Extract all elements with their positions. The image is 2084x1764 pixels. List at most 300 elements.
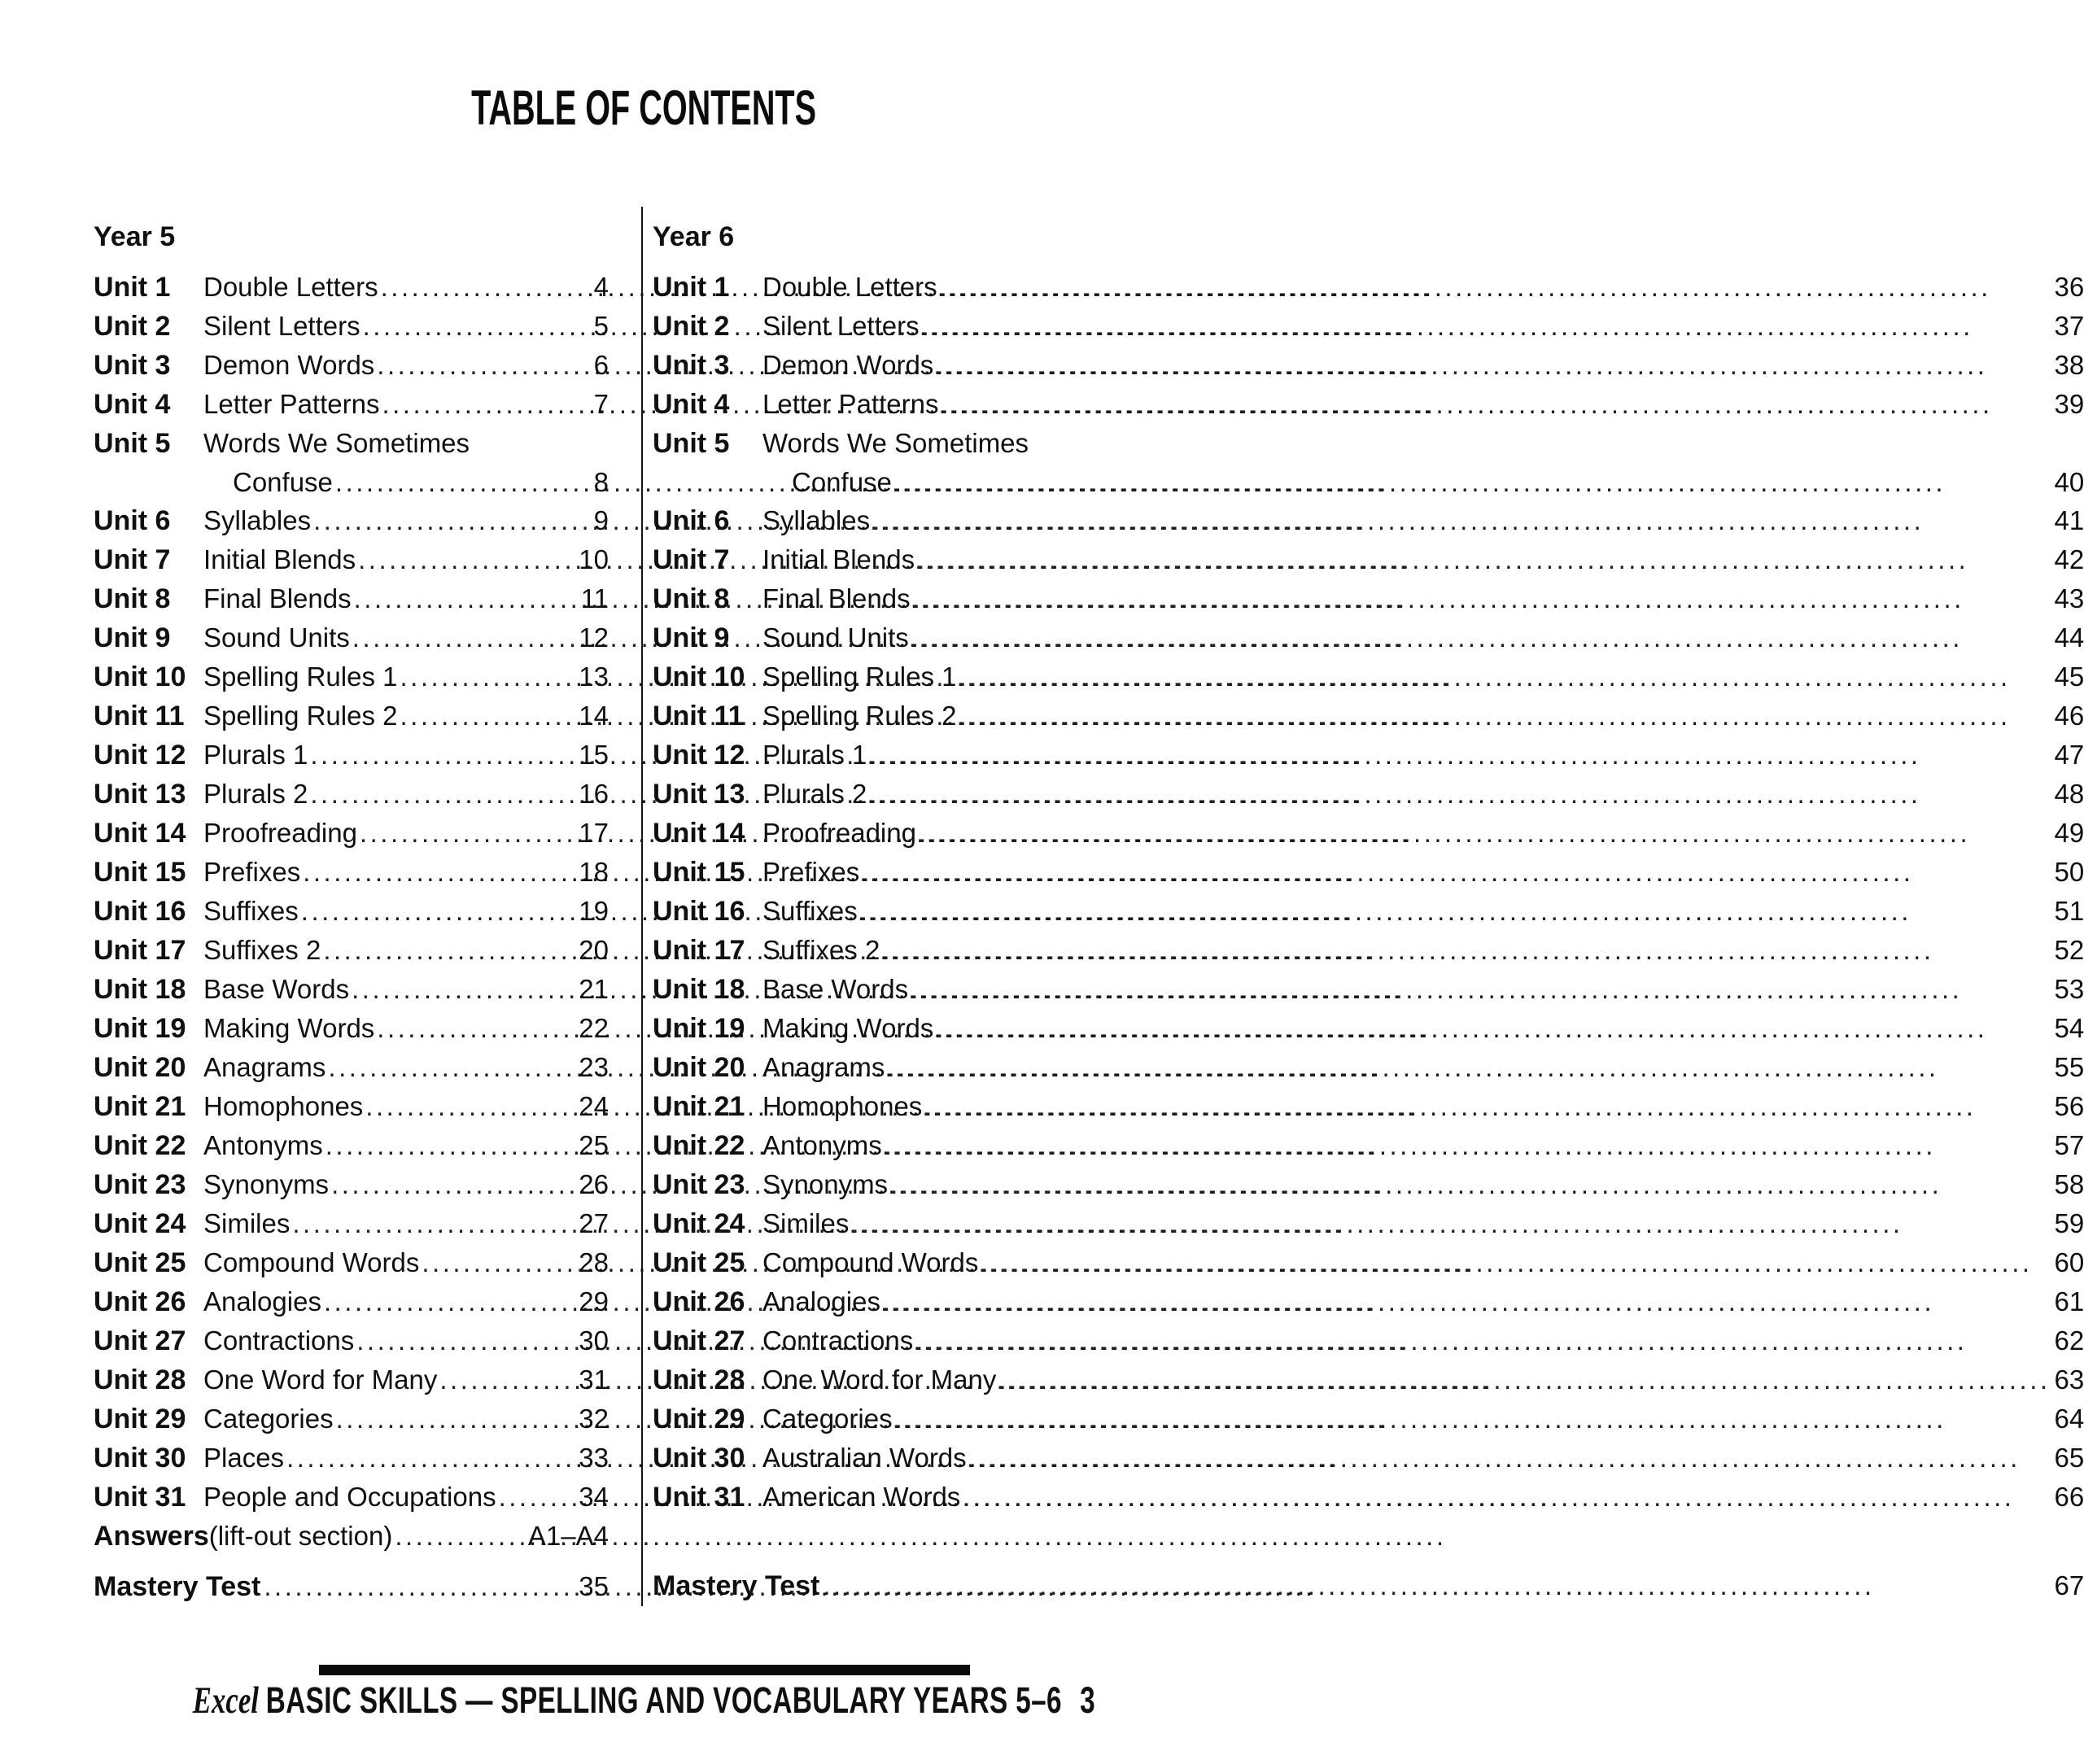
title-row xyxy=(0,0,1288,133)
toc-entry xyxy=(653,657,2084,696)
entry-title: Suffixes xyxy=(762,896,858,926)
dot-leader xyxy=(963,1478,2050,1516)
entry-title: Base Words xyxy=(762,974,909,1004)
toc-entry xyxy=(94,1009,609,1048)
entry-body xyxy=(762,1126,2084,1164)
entry-body xyxy=(762,1399,2084,1438)
entry-title: Similes xyxy=(203,1208,291,1238)
unit-label: Unit 10 xyxy=(653,662,745,692)
dot-leader xyxy=(422,1243,575,1282)
page-number: 33 xyxy=(579,1443,609,1473)
toc-entry xyxy=(94,1048,609,1087)
entry-body xyxy=(762,736,2084,774)
entry-body xyxy=(762,579,2084,618)
toc-entry xyxy=(94,501,609,540)
unit-label: Unit 21 xyxy=(94,1091,186,1122)
entry-body xyxy=(203,540,609,579)
entry-title: Analogies xyxy=(762,1286,880,1316)
page-number: A1–A4 xyxy=(527,1521,609,1551)
unit-label: Unit 8 xyxy=(653,583,730,614)
entry-title: Antonyms xyxy=(203,1130,323,1160)
toc-entry xyxy=(653,1087,2084,1126)
toc-entry xyxy=(653,268,2084,307)
unit-label: Unit 25 xyxy=(94,1247,186,1278)
entry-body xyxy=(203,1321,609,1360)
dot-leader xyxy=(915,1321,2050,1360)
dot-leader xyxy=(823,1566,2050,1605)
toc-entry xyxy=(653,540,2084,579)
entry-title: Making Words xyxy=(203,1013,375,1043)
toc-entry xyxy=(653,775,2084,814)
unit-label: Unit 25 xyxy=(653,1247,745,1278)
page-number: 54 xyxy=(2054,1013,2084,1043)
entry-body xyxy=(762,501,2084,539)
dot-leader xyxy=(940,268,2051,306)
entry-body xyxy=(203,814,609,852)
toc-entry xyxy=(94,424,609,463)
dot-leader xyxy=(377,1009,575,1047)
toc-entry xyxy=(653,970,2084,1009)
entry-body xyxy=(203,1243,609,1282)
dot-leader xyxy=(360,814,575,852)
entry-title: Demon Words xyxy=(762,350,934,380)
year-heading xyxy=(653,218,2084,256)
entry-title: Anagrams xyxy=(203,1052,326,1082)
entry-title: Categories xyxy=(762,1404,893,1434)
entry-body xyxy=(203,1048,609,1086)
entry-title: Contractions xyxy=(203,1325,355,1356)
toc-entry xyxy=(653,1009,2084,1048)
page-number: 35 xyxy=(579,1571,609,1601)
page-number: 52 xyxy=(2054,935,2084,965)
dot-leader xyxy=(872,501,2050,539)
dot-leader xyxy=(286,1439,575,1477)
unit-label: Unit 29 xyxy=(94,1404,186,1434)
footer-line xyxy=(193,1680,1095,1721)
page-number: 24 xyxy=(579,1091,609,1121)
unit-label: Unit 2 xyxy=(94,311,171,342)
entry-body xyxy=(203,970,609,1008)
dot-leader xyxy=(303,853,575,891)
entry-title: Demon Words xyxy=(203,350,375,380)
page-number: 45 xyxy=(2054,662,2084,692)
unit-label: Unit 27 xyxy=(94,1325,186,1356)
entry-body xyxy=(203,853,609,891)
toc-entry xyxy=(94,579,609,618)
entry-title: Spelling Rules 1 xyxy=(203,662,398,692)
entry-title: Compound Words xyxy=(762,1247,979,1277)
entry-body xyxy=(762,1321,2084,1360)
dot-leader xyxy=(911,970,2050,1008)
entry-title: Plurals 2 xyxy=(203,779,308,809)
dot-leader xyxy=(365,1087,575,1125)
page-number: 19 xyxy=(579,896,609,926)
dot-leader xyxy=(377,346,589,384)
unit-label: Unit 23 xyxy=(653,1169,745,1200)
unit-label: Answers xyxy=(94,1521,209,1552)
entry-title: Silent Letters xyxy=(203,311,360,341)
page-number: 30 xyxy=(579,1325,609,1356)
page-number: 21 xyxy=(579,974,609,1004)
dot-leader xyxy=(887,1048,2050,1086)
page-number: 51 xyxy=(2054,896,2084,926)
dot-leader xyxy=(324,1282,575,1321)
entry-body xyxy=(762,268,2084,306)
dot-leader xyxy=(936,346,2050,384)
unit-label: Unit 26 xyxy=(94,1286,186,1317)
entry-body xyxy=(762,346,2084,384)
page-number: 43 xyxy=(2054,583,2084,613)
entry-body xyxy=(762,385,2084,423)
entry-title: Analogies xyxy=(203,1286,321,1316)
page-number: 16 xyxy=(579,779,609,809)
toc-entry xyxy=(94,1165,609,1204)
dot-leader xyxy=(981,1243,2050,1282)
unit-label: Unit 5 xyxy=(653,428,730,459)
page-number: 46 xyxy=(2054,701,2084,731)
toc-entry xyxy=(653,1566,2084,1605)
unit-label: Unit 10 xyxy=(94,662,186,692)
page-number: 64 xyxy=(2054,1404,2084,1434)
entry-title: Proofreading xyxy=(203,818,357,848)
unit-label: Unit 19 xyxy=(94,1013,186,1044)
unit-label: Unit 24 xyxy=(653,1208,745,1239)
unit-label: Unit 20 xyxy=(653,1052,745,1083)
entry-body xyxy=(209,1517,609,1555)
entry-title: Letter Patterns xyxy=(203,389,380,419)
entry-body xyxy=(762,814,2084,852)
entry-title: Base Words xyxy=(203,974,350,1004)
entry-title: Plurals 1 xyxy=(762,740,867,770)
entry-body xyxy=(762,1165,2084,1203)
toc-entry xyxy=(653,814,2084,853)
dot-leader xyxy=(400,657,575,696)
toc-entry xyxy=(653,1478,2084,1517)
toc-entry xyxy=(94,618,609,657)
toc-entry xyxy=(94,1126,609,1165)
page-number: 34 xyxy=(579,1482,609,1512)
toc-entry xyxy=(94,970,609,1009)
page-number: 65 xyxy=(2054,1443,2084,1473)
page-number: 31 xyxy=(579,1364,609,1395)
dot-leader xyxy=(335,463,590,501)
entry-body xyxy=(762,1439,2084,1477)
entry-title: Synonyms xyxy=(762,1169,889,1199)
entry-body xyxy=(762,657,2084,696)
toc-entry xyxy=(653,579,2084,618)
dot-leader xyxy=(301,892,575,930)
year5-column xyxy=(94,207,641,1606)
entry-body xyxy=(203,1009,609,1047)
page-number: 18 xyxy=(579,857,609,887)
entry-title: One Word for Many xyxy=(762,1364,997,1395)
entry-body xyxy=(762,1243,2084,1282)
entry-title: Plurals 2 xyxy=(762,779,867,809)
toc-entry xyxy=(653,892,2084,931)
dot-leader xyxy=(292,1204,575,1242)
unit-label: Unit 18 xyxy=(94,974,186,1005)
unit-label: Unit 15 xyxy=(653,857,745,888)
page-number: 39 xyxy=(2054,389,2084,419)
unit-label: Unit 12 xyxy=(94,740,186,771)
unit-label: Unit 12 xyxy=(653,740,745,771)
toc-entry xyxy=(653,1048,2084,1087)
unit-label: Unit 6 xyxy=(653,505,730,536)
entry-body xyxy=(203,501,609,539)
entry-body xyxy=(203,1204,609,1242)
spacer-row xyxy=(653,1517,2084,1555)
entry-body xyxy=(203,618,609,657)
page-number: 4 xyxy=(593,272,609,302)
toc-entry xyxy=(653,1204,2084,1243)
toc-entry xyxy=(94,814,609,853)
toc-entry xyxy=(94,1517,609,1556)
entry-title: Suffixes 2 xyxy=(762,935,880,965)
entry-title: Suffixes 2 xyxy=(203,935,321,965)
dot-leader xyxy=(264,1567,575,1605)
unit-label: Unit 15 xyxy=(94,857,186,888)
brand-name: Excel xyxy=(193,1679,260,1722)
toc-entry xyxy=(94,1478,609,1517)
unit-label: Unit 1 xyxy=(653,272,730,303)
entry-body xyxy=(762,1360,2084,1399)
entry-body xyxy=(203,346,609,384)
dot-leader xyxy=(894,463,2051,501)
dot-leader xyxy=(352,618,575,657)
page-number: 62 xyxy=(2054,1325,2084,1356)
dot-leader xyxy=(310,775,575,813)
entry-body xyxy=(762,775,2084,813)
dot-leader xyxy=(381,268,590,306)
entry-body xyxy=(203,1165,609,1203)
page-number: 59 xyxy=(2054,1208,2084,1238)
entry-body xyxy=(762,931,2084,969)
toc-entry xyxy=(94,1360,609,1399)
entry-title: Words We Sometimes xyxy=(203,428,470,458)
entry-body xyxy=(203,892,609,930)
footer-bar xyxy=(319,1665,970,1675)
entry-body xyxy=(762,1087,2084,1125)
page-number: 5 xyxy=(593,311,609,341)
dot-leader xyxy=(356,1321,575,1360)
entry-title: People and Occupations xyxy=(203,1482,496,1512)
page-number: 6 xyxy=(593,350,609,380)
entry-body xyxy=(203,1360,609,1399)
entry-title: Contractions xyxy=(762,1325,914,1356)
entry-title: Homophones xyxy=(762,1091,923,1121)
page-number: 36 xyxy=(2054,272,2084,302)
entry-body xyxy=(203,424,609,462)
entry-body xyxy=(203,1478,609,1516)
dot-leader xyxy=(358,540,575,579)
dot-leader xyxy=(913,579,2051,618)
unit-label: Unit 22 xyxy=(94,1130,186,1161)
dot-leader xyxy=(941,385,2050,423)
unit-label: Unit 22 xyxy=(653,1130,745,1161)
entry-title: Words We Sometimes xyxy=(762,428,1029,458)
dot-leader xyxy=(860,892,2051,930)
unit-label: Unit 30 xyxy=(653,1443,745,1474)
entry-title: Similes xyxy=(762,1208,850,1238)
entry-title: Antonyms xyxy=(762,1130,882,1160)
page-number: 56 xyxy=(2054,1091,2084,1121)
unit-label: Unit 9 xyxy=(653,622,730,653)
toc-entry xyxy=(94,696,609,736)
unit-label: Unit 18 xyxy=(653,974,745,1005)
dot-leader xyxy=(885,1126,2051,1164)
unit-label: Unit 4 xyxy=(94,389,171,420)
entry-title: Sound Units xyxy=(762,622,909,653)
unit-label: Unit 11 xyxy=(94,701,185,731)
unit-label: Unit 11 xyxy=(653,701,744,731)
entry-body xyxy=(762,1282,2084,1321)
page-number: 48 xyxy=(2054,779,2084,809)
toc-entry xyxy=(94,892,609,931)
page-number: 32 xyxy=(579,1404,609,1434)
dot-leader xyxy=(969,1439,2051,1477)
toc-entry xyxy=(94,1321,609,1360)
unit-label: Unit 31 xyxy=(94,1482,186,1513)
entry-title: Initial Blends xyxy=(203,544,356,574)
page-number: 38 xyxy=(2054,350,2084,380)
entry-title: Initial Blends xyxy=(762,544,915,574)
entry-body xyxy=(762,892,2084,930)
entry-title-continued: Confuse xyxy=(792,467,892,497)
page-number: 20 xyxy=(579,935,609,965)
unit-label: Unit 23 xyxy=(94,1169,186,1200)
folio-page-number: 3 xyxy=(1080,1679,1095,1721)
entry-body xyxy=(203,1439,609,1477)
entry-title: Syllables xyxy=(203,505,312,535)
dot-leader xyxy=(310,736,575,774)
entry-title: Proofreading xyxy=(762,818,916,848)
toc-entry xyxy=(653,853,2084,892)
dot-leader xyxy=(890,1165,2050,1203)
dot-leader xyxy=(959,696,2050,735)
entry-body xyxy=(762,1009,2084,1047)
dot-leader xyxy=(917,540,2050,579)
toc-entry xyxy=(94,307,609,346)
page-number: 41 xyxy=(2054,505,2084,535)
entry-body xyxy=(762,618,2084,657)
dot-leader xyxy=(325,1126,575,1164)
entry-body xyxy=(203,463,609,501)
toc-entry xyxy=(653,618,2084,657)
toc-entry xyxy=(653,501,2084,540)
page-number: 11 xyxy=(580,583,609,613)
page-number: 25 xyxy=(579,1130,609,1160)
entry-title: Syllables xyxy=(762,505,871,535)
entry-title: Spelling Rules 2 xyxy=(203,701,398,731)
toc-entry xyxy=(94,1439,609,1478)
entry-title: Plurals 1 xyxy=(203,740,308,770)
page-number: 23 xyxy=(579,1052,609,1082)
toc-entry xyxy=(653,1243,2084,1282)
entry-title: Suffixes xyxy=(203,896,299,926)
page-number: 17 xyxy=(579,818,609,848)
section-label: Mastery Test xyxy=(653,1570,820,1601)
dot-leader xyxy=(919,814,2051,852)
page-number: 53 xyxy=(2054,974,2084,1004)
dot-leader xyxy=(354,579,577,618)
unit-label: Unit 17 xyxy=(94,935,186,966)
entry-body xyxy=(203,385,609,423)
toc-entry xyxy=(653,736,2084,775)
toc-entry xyxy=(94,385,609,424)
dot-leader xyxy=(862,853,2050,891)
dot-leader xyxy=(400,696,575,735)
toc-entry xyxy=(653,1126,2084,1165)
unit-label: Unit 14 xyxy=(653,818,745,849)
entry-body xyxy=(762,463,2084,501)
toc-entry xyxy=(653,931,2084,970)
entry-body xyxy=(203,1399,609,1438)
page-number: 61 xyxy=(2054,1286,2084,1316)
toc-entry xyxy=(653,424,2084,463)
page-number: 12 xyxy=(579,622,609,653)
unit-label: Unit 30 xyxy=(94,1443,186,1474)
unit-label: Unit 5 xyxy=(94,428,171,459)
entry-title: (lift-out section) xyxy=(208,1521,393,1551)
toc-entry xyxy=(653,346,2084,385)
page-number: 22 xyxy=(579,1013,609,1043)
dot-leader xyxy=(922,307,2051,345)
dot-leader xyxy=(936,1009,2050,1047)
unit-label: Unit 13 xyxy=(94,779,186,810)
entry-body xyxy=(203,1282,609,1321)
entry-body xyxy=(762,424,2084,462)
entry-body xyxy=(203,268,609,306)
page-number: 55 xyxy=(2054,1052,2084,1082)
toc-entry xyxy=(94,657,609,696)
year-label: Year 6 xyxy=(653,221,735,252)
unit-label: Unit 3 xyxy=(653,350,730,381)
entry-title: Double Letters xyxy=(203,272,378,302)
year-heading xyxy=(94,218,609,256)
unit-label: Unit 14 xyxy=(94,818,186,849)
table-of-contents xyxy=(94,207,2084,1606)
entry-title: Anagrams xyxy=(762,1052,885,1082)
dot-leader xyxy=(336,1399,575,1438)
toc-entry xyxy=(653,1282,2084,1321)
toc-entry xyxy=(653,1399,2084,1439)
toc-entry xyxy=(653,1439,2084,1478)
unit-label: Unit 17 xyxy=(653,935,745,966)
unit-label: Unit 7 xyxy=(653,544,730,575)
toc-entry xyxy=(94,463,609,501)
page-number: 44 xyxy=(2054,622,2084,653)
entry-title: Synonyms xyxy=(203,1169,330,1199)
entry-body xyxy=(203,696,609,735)
page-number: 27 xyxy=(579,1208,609,1238)
unit-label: Unit 19 xyxy=(653,1013,745,1044)
entry-title: Silent Letters xyxy=(762,311,920,341)
page-number: 47 xyxy=(2054,740,2084,770)
unit-label: Unit 20 xyxy=(94,1052,186,1083)
entry-body xyxy=(762,1478,2084,1516)
page-number: 28 xyxy=(579,1247,609,1277)
entry-body xyxy=(762,1204,2084,1242)
entry-body xyxy=(203,775,609,813)
dot-leader xyxy=(331,1165,575,1203)
dot-leader xyxy=(499,1478,575,1516)
entry-title: Letter Patterns xyxy=(762,389,939,419)
entry-body xyxy=(762,853,2084,891)
entry-body xyxy=(762,696,2084,735)
entry-title: Spelling Rules 2 xyxy=(762,701,957,731)
dot-leader xyxy=(869,775,2050,813)
entry-title: Prefixes xyxy=(203,857,301,887)
